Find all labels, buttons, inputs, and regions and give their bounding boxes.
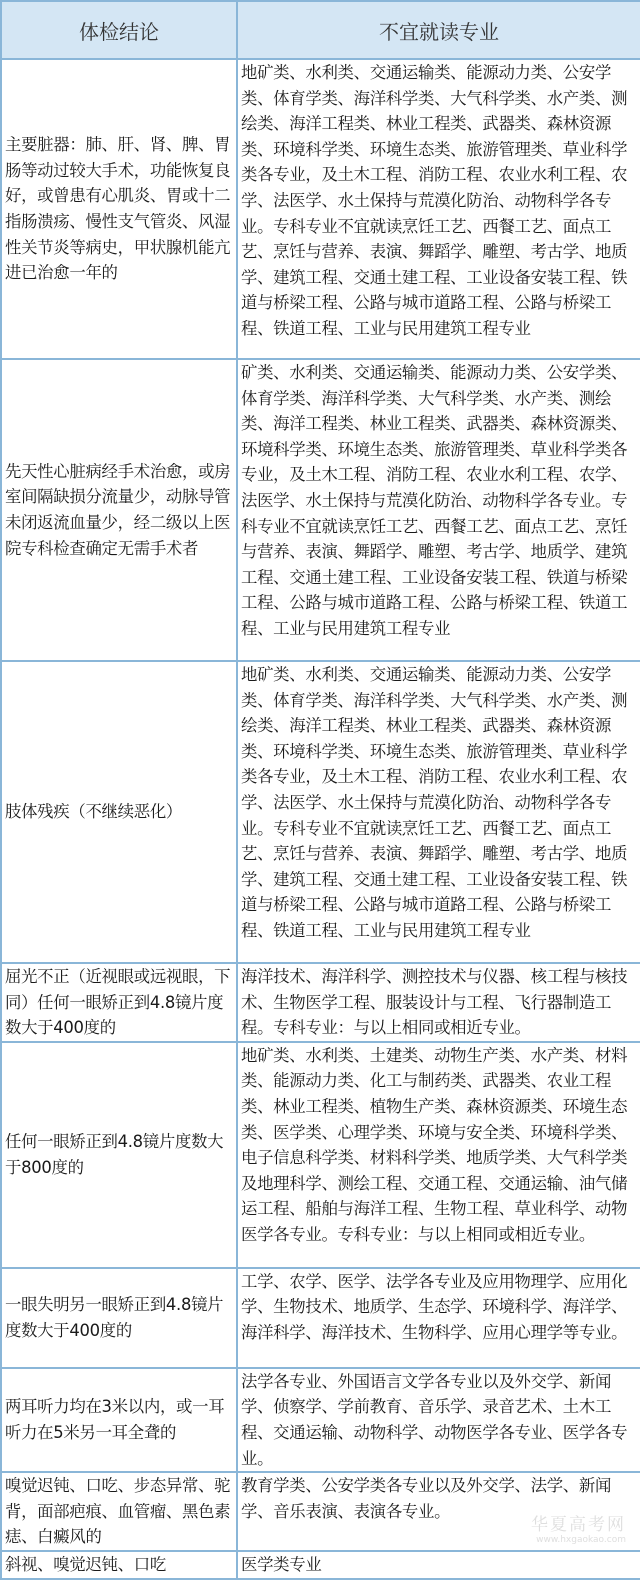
majors-cell: 医学类专业 bbox=[237, 1551, 640, 1579]
condition-cell: 任何一眼矫正到4.8镜片度数大于800度的 bbox=[1, 1042, 237, 1268]
condition-cell: 先天性心脏病经手术治愈，或房室间隔缺损分流量少，动脉导管未闭返流血量少，经二级以上医院专科检查确定无需手术者 bbox=[1, 359, 237, 661]
condition-cell: 嗅觉迟钝、口吃、步态异常、驼背，面部疤痕、血管瘤、黑色素痣、白癜风的 bbox=[1, 1472, 237, 1551]
table-row bbox=[1, 661, 640, 963]
majors-cell: 地矿类、水利类、交通运输类、能源动力类、公安学类、体育学类、海洋科学类、大气科学类、水产类、测绘类、海洋工程类、林业工程类、武器类、森林资源类、环境科学类、环境生态类、旅游管理类、草业科学类各专业，及土木工程、消防工程、农业水利工程、农学、法医学、水土保持与荒漠化防治、动物科学各专业。专科专业不宜就读烹饪工艺、西餐工艺、面点工艺、烹饪与营养、表演、舞蹈学、雕塑、考古学、地质学、建筑工程、交通土建工程、工业设备安装工程、铁道与桥梁工程、公路与城市道路工程、公路与桥梁工程、铁道工程、工业与民用建筑工程专业 bbox=[237, 59, 640, 359]
header-row bbox=[1, 1, 640, 59]
watermark bbox=[531, 1510, 626, 1545]
table-row bbox=[1, 963, 640, 1042]
condition-cell: 两耳听力均在3米以内，或一耳听力在5米另一耳全聋的 bbox=[1, 1368, 237, 1472]
majors-cell: 矿类、水利类、交通运输类、能源动力类、公安学类、体育学类、海洋科学类、大气科学类、水产类、测绘类、海洋工程类、林业工程类、武器类、森林资源类、环境科学类、环境生态类、旅游管理类、草业科学类各专业，及土木工程、消防工程、农业水利工程、农学、法医学、水土保持与荒漠化防治、动物科学各专业。专科专业不宜就读烹饪工艺、西餐工艺、面点工艺、烹饪与营养、表演、舞蹈学、雕塑、考古学、地质学、建筑工程、交通土建工程、工业设备安装工程、铁道与桥梁工程、公路与城市道路工程、公路与桥梁工程、铁道工程、工业与民用建筑工程专业 bbox=[237, 359, 640, 661]
table-row bbox=[1, 1368, 640, 1472]
majors-cell: 法学各专业、外国语言文学各专业以及外交学、新闻学、侦察学、学前教育、音乐学、录音艺术、土木工程、交通运输、动物科学、动物医学各专业、医学各专业。 bbox=[237, 1368, 640, 1472]
table-row bbox=[1, 1042, 640, 1268]
majors-cell: 工学、农学、医学、法学各专业及应用物理学、应用化学、生物技术、地质学、生态学、环境科学、海洋学、海洋科学、海洋技术、生物科学、应用心理学等专业。 bbox=[237, 1268, 640, 1368]
condition-cell: 一眼失明另一眼矫正到4.8镜片度数大于400度的 bbox=[1, 1268, 237, 1368]
table-row bbox=[1, 1551, 640, 1579]
table-row bbox=[1, 59, 640, 359]
header-unsuitable-majors: 不宜就读专业 bbox=[237, 1, 640, 59]
majors-cell: 地矿类、水利类、土建类、动物生产类、水产类、材料类、能源动力类、化工与制药类、武器类、农业工程类、林业工程类、植物生产类、森林资源类、环境生态类、医学类、心理学类、环境与安全类、环境科学类、电子信息科学类、材料科学类、地质学类、大气科学类及地理科学、测绘工程、交通工程、交通运输、油气储运工程、船舶与海洋工程、生物工程、草业科学、动物医学各专业。专科专业：与以上相同或相近专业。 bbox=[237, 1042, 640, 1268]
table-row bbox=[1, 1268, 640, 1368]
condition-cell: 屈光不正（近视眼或远视眼，下同）任何一眼矫正到4.8镜片度数大于400度的 bbox=[1, 963, 237, 1042]
watermark-title: 华夏高考网 bbox=[531, 1515, 626, 1535]
table-row bbox=[1, 359, 640, 661]
condition-cell: 肢体残疾（不继续恶化） bbox=[1, 661, 237, 963]
watermark-url: www.hxgaokao.com bbox=[536, 1535, 626, 1545]
header-conclusion: 体检结论 bbox=[1, 1, 237, 59]
majors-cell: 地矿类、水利类、交通运输类、能源动力类、公安学类、体育学类、海洋科学类、大气科学类、水产类、测绘类、海洋工程类、林业工程类、武器类、森林资源类、环境科学类、环境生态类、旅游管理类、草业科学类各专业，及土木工程、消防工程、农业水利工程、农学、法医学、水土保持与荒漠化防治、动物科学各专业。专科专业不宜就读烹饪工艺、西餐工艺、面点工艺、烹饪与营养、表演、舞蹈学、雕塑、考古学、地质学、建筑工程、交通土建工程、工业设备安装工程、铁道与桥梁工程、公路与城市道路工程、公路与桥梁工程、铁道工程、工业与民用建筑工程专业 bbox=[237, 661, 640, 963]
condition-cell: 主要脏器：肺、肝、肾、脾、胃肠等动过较大手术，功能恢复良好，或曾患有心肌炎、胃或十二指肠溃疡、慢性支气管炎、风湿性关节炎等病史，甲状腺机能亢进已治愈一年的 bbox=[1, 59, 237, 359]
majors-cell: 教育学类、公安学类各专业以及外交学、法学、新闻学、音乐表演、表演各专业。 bbox=[237, 1472, 640, 1551]
condition-cell: 斜视、嗅觉迟钝、口吃 bbox=[1, 1551, 237, 1579]
majors-cell: 海洋技术、海洋科学、测控技术与仪器、核工程与核技术、生物医学工程、服装设计与工程、飞行器制造工程。专科专业：与以上相同或相近专业。 bbox=[237, 963, 640, 1042]
